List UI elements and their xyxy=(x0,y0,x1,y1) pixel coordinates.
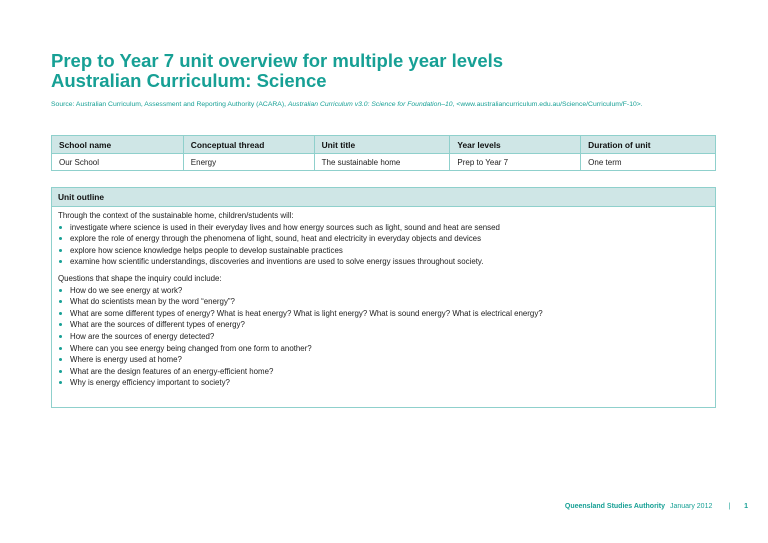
bullet-icon xyxy=(59,323,62,326)
list-item xyxy=(58,245,709,257)
objective-text: investigate where science is used in their everyday lives and how energy sources such as light, sound and heat are sensed xyxy=(70,222,500,232)
list-item xyxy=(58,233,709,245)
question-text: What are the sources of different types of energy? xyxy=(70,320,245,330)
cell-year-levels: Prep to Year 7 xyxy=(450,154,581,171)
objectives-list xyxy=(58,222,709,268)
header-school-name: School name xyxy=(52,136,184,154)
source-suffix: , <www.australiancurriculum.edu.au/Science/Curriculum/F-10>. xyxy=(452,101,643,108)
list-item xyxy=(58,308,709,320)
question-text: Where can you see energy being changed from one form to another? xyxy=(70,343,312,353)
cell-conceptual-thread: Energy xyxy=(183,154,314,171)
objectives-intro: Through the context of the sustainable home, children/students will: xyxy=(58,211,294,220)
bullet-icon xyxy=(59,226,62,229)
list-item xyxy=(58,319,709,331)
page-footer xyxy=(565,503,748,510)
objective-text: examine how scientific understandings, discoveries and inventions are used to solve energy issues throughout society. xyxy=(70,257,484,267)
header-duration: Duration of unit xyxy=(581,136,716,154)
question-text: How are the sources of energy detected? xyxy=(70,331,215,341)
list-item xyxy=(58,331,709,343)
source-citation xyxy=(51,101,643,108)
question-text: What are the design features of an energy-efficient home? xyxy=(70,366,274,376)
bullet-icon xyxy=(59,370,62,373)
bullet-icon xyxy=(59,335,62,338)
bullet-icon xyxy=(59,249,62,252)
question-text: How do we see energy at work? xyxy=(70,285,183,295)
bullet-icon xyxy=(59,312,62,315)
page-title xyxy=(51,51,503,91)
unit-outline-body xyxy=(52,207,715,397)
question-text: What do scientists mean by the word “energy”? xyxy=(70,297,235,307)
source-italic-title: Australian Curriculum v3.0: Science for Foundation–10 xyxy=(287,101,453,108)
list-item xyxy=(58,366,709,378)
bullet-icon xyxy=(59,381,62,384)
bullet-icon xyxy=(59,237,62,240)
question-text: Where is energy used at home? xyxy=(70,355,182,365)
bullet-icon xyxy=(59,300,62,303)
title-line-1: Prep to Year 7 unit overview for multiple year levels xyxy=(51,50,504,71)
questions-intro: Questions that shape the inquiry could include: xyxy=(58,273,222,283)
bullet-icon xyxy=(59,347,62,350)
list-item xyxy=(58,354,709,366)
header-conceptual-thread: Conceptual thread xyxy=(183,136,314,154)
question-text: Why is energy efficiency important to society? xyxy=(70,378,230,388)
unit-meta-table xyxy=(51,135,716,171)
bullet-icon xyxy=(59,260,62,263)
objective-text: explore how science knowledge helps people to develop sustainable practices xyxy=(70,245,343,255)
header-unit-title: Unit title xyxy=(314,136,450,154)
footer-organisation: Queensland Studies Authority xyxy=(564,503,665,510)
source-prefix: Source: Australian Curriculum, Assessment and Reporting Authority (ACARA), xyxy=(51,101,288,108)
unit-outline-heading: Unit outline xyxy=(52,188,715,207)
questions-list xyxy=(58,285,709,389)
question-text: What are some different types of energy? What is heat energy? What is light energy? What is sound energy? What is electrical energy? xyxy=(70,308,543,318)
list-item xyxy=(58,377,709,389)
footer-separator: | xyxy=(728,503,731,510)
unit-outline-box xyxy=(51,187,716,408)
bullet-icon xyxy=(59,289,62,292)
list-item xyxy=(58,285,709,297)
header-year-levels: Year levels xyxy=(450,136,581,154)
bullet-icon xyxy=(59,358,62,361)
cell-duration: One term xyxy=(581,154,716,171)
title-line-2: Australian Curriculum: Science xyxy=(51,70,327,91)
list-item xyxy=(58,222,709,234)
cell-unit-title: The sustainable home xyxy=(314,154,450,171)
table-row xyxy=(52,154,716,171)
list-item xyxy=(58,296,709,308)
cell-school-name: Our School xyxy=(52,154,184,171)
list-item xyxy=(58,256,709,268)
table-header-row xyxy=(52,136,716,154)
footer-date: January 2012 xyxy=(669,503,713,510)
list-item xyxy=(58,343,709,355)
objective-text: explore the role of energy through the phenomena of light, sound, heat and electricity in everyday objects and devices xyxy=(70,234,482,244)
page-number: 1 xyxy=(744,503,748,510)
